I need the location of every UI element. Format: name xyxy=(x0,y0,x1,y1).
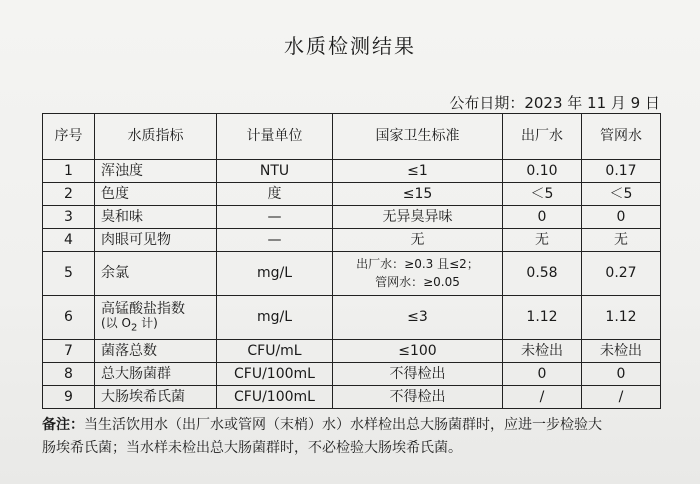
cell-unit: — xyxy=(217,229,333,252)
cell-standard xyxy=(333,252,503,296)
cell-plant: 无 xyxy=(503,229,582,252)
cell-unit: — xyxy=(217,206,333,229)
header-no: 序号 xyxy=(43,114,95,160)
cell-network: 无 xyxy=(582,229,661,252)
cell-item: 浑浊度 xyxy=(95,160,217,183)
table-row xyxy=(43,386,661,409)
cell-item: 色度 xyxy=(95,183,217,206)
cell-item: 总大肠菌群 xyxy=(95,363,217,386)
cell-standard: 无 xyxy=(333,229,503,252)
cell-no: 5 xyxy=(43,252,95,296)
cell-unit: CFU/100mL xyxy=(217,363,333,386)
cell-standard: ≤15 xyxy=(333,183,503,206)
cell-plant: 0 xyxy=(503,206,582,229)
cell-plant: 未检出 xyxy=(503,340,582,363)
cell-unit: 度 xyxy=(217,183,333,206)
cell-standard: ≤100 xyxy=(333,340,503,363)
cell-no: 8 xyxy=(43,363,95,386)
cell-no: 6 xyxy=(43,296,95,340)
item-line-note xyxy=(101,317,213,334)
table-header-row xyxy=(43,114,661,160)
footnote-label: 备注： xyxy=(42,417,84,433)
cell-plant: 1.12 xyxy=(503,296,582,340)
cell-standard: 不得检出 xyxy=(333,363,503,386)
item-note-post: 计) xyxy=(137,316,158,331)
cell-unit: NTU xyxy=(217,160,333,183)
cell-network: ＜5 xyxy=(582,183,661,206)
cell-plant: 0 xyxy=(503,363,582,386)
cell-plant: ＜5 xyxy=(503,183,582,206)
table-row xyxy=(43,296,661,340)
cell-no: 3 xyxy=(43,206,95,229)
cell-item: 大肠埃希氏菌 xyxy=(95,386,217,409)
cell-network: 0 xyxy=(582,363,661,386)
cell-network: 0.17 xyxy=(582,160,661,183)
cell-standard: ≤1 xyxy=(333,160,503,183)
publish-date: 公布日期：2023 年 11 月 9 日 xyxy=(449,94,660,112)
page-title: 水质检测结果 xyxy=(284,34,416,58)
water-quality-table xyxy=(42,113,661,409)
cell-network: 0.27 xyxy=(582,252,661,296)
cell-no: 4 xyxy=(43,229,95,252)
standard-line-network: 管网水：≥0.05 xyxy=(375,274,460,289)
cell-unit: CFU/100mL xyxy=(217,386,333,409)
cell-unit: mg/L xyxy=(217,252,333,296)
table-row xyxy=(43,183,661,206)
cell-standard: ≤3 xyxy=(333,296,503,340)
cell-standard: 无异臭异味 xyxy=(333,206,503,229)
cell-no: 9 xyxy=(43,386,95,409)
cell-plant: 0.10 xyxy=(503,160,582,183)
header-item: 水质指标 xyxy=(95,114,217,160)
cell-unit: mg/L xyxy=(217,296,333,340)
item-note-subscript: 2 xyxy=(130,322,138,334)
table-row xyxy=(43,340,661,363)
cell-network: / xyxy=(582,386,661,409)
cell-no: 7 xyxy=(43,340,95,363)
cell-plant: 0.58 xyxy=(503,252,582,296)
cell-item: 余氯 xyxy=(95,252,217,296)
footnote-line-2: 肠埃希氏菌；当水样未检出总大肠菌群时，不必检验大肠埃希氏菌。 xyxy=(42,440,462,456)
cell-item xyxy=(95,296,217,340)
cell-no: 1 xyxy=(43,160,95,183)
table-row xyxy=(43,206,661,229)
cell-item: 臭和味 xyxy=(95,206,217,229)
cell-network: 0 xyxy=(582,206,661,229)
header-network-water: 管网水 xyxy=(582,114,661,160)
table-row xyxy=(43,160,661,183)
cell-unit: CFU/mL xyxy=(217,340,333,363)
header-plant-water: 出厂水 xyxy=(503,114,582,160)
footnote-line-1: 当生活饮用水（出厂水或管网（末梢）水）水样检出总大肠菌群时，应进一步检验大 xyxy=(84,417,602,433)
cell-item: 肉眼可见物 xyxy=(95,229,217,252)
cell-item: 菌落总数 xyxy=(95,340,217,363)
table-row xyxy=(43,363,661,386)
item-note-pre: (以 O xyxy=(101,316,131,331)
table-row xyxy=(43,252,661,296)
footnote xyxy=(42,414,667,460)
cell-plant: / xyxy=(503,386,582,409)
cell-network: 未检出 xyxy=(582,340,661,363)
header-standard: 国家卫生标准 xyxy=(333,114,503,160)
cell-network: 1.12 xyxy=(582,296,661,340)
cell-standard: 不得检出 xyxy=(333,386,503,409)
standard-line-plant: 出厂水：≥0.3 且≤2； xyxy=(356,257,479,272)
header-unit: 计量单位 xyxy=(217,114,333,160)
item-line-main: 高锰酸盐指数 xyxy=(101,301,185,317)
table-row xyxy=(43,229,661,252)
cell-no: 2 xyxy=(43,183,95,206)
